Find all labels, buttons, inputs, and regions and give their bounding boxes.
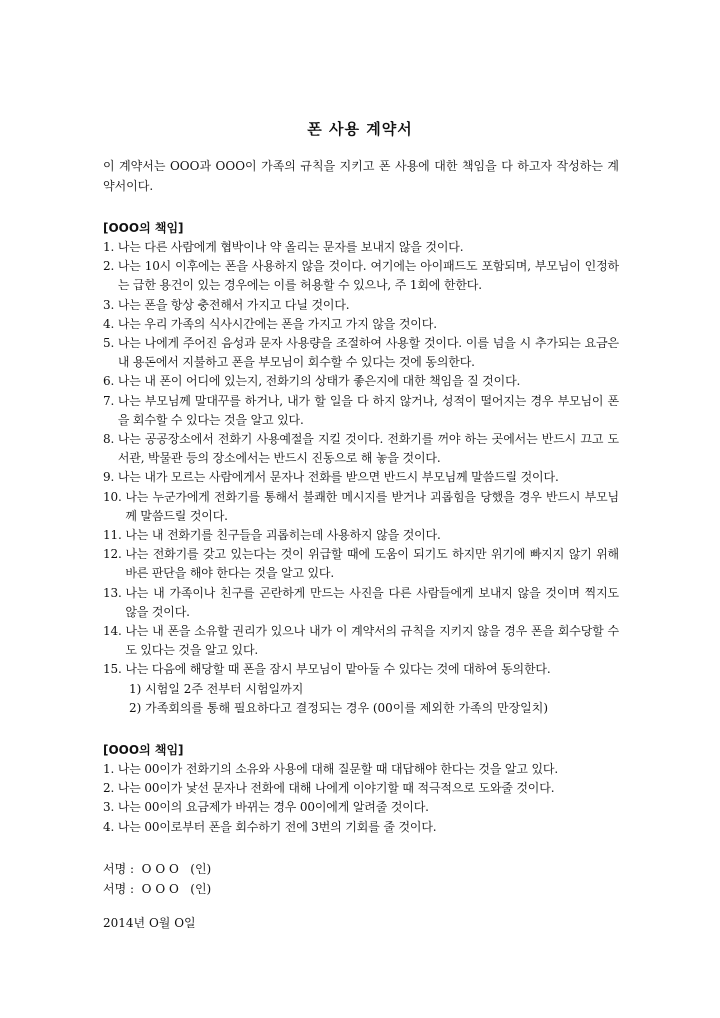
list-item-text: 나는 10시 이후에는 폰을 사용하지 않을 것이다. 여기에는 아이패드도 포함되며, 부모님이 인정하는 급한 용건이 있는 경우에는 이를 허용할 수 있으나, 주 1회에 한한다. bbox=[117, 259, 619, 293]
list-item-number: 5. bbox=[103, 336, 115, 351]
list-item bbox=[103, 468, 619, 487]
list-item bbox=[103, 372, 619, 391]
list-item-text: 나는 나에게 주어진 음성과 문자 사용량을 조절하여 사용할 것이다. 이를 넘을 시 추가되는 요금은 내 용돈에서 지불하고 폰을 부모님이 회수할 수 있다는 것에 동의한다. bbox=[117, 336, 619, 370]
list-item-text: 나는 부모님께 말대꾸를 하거나, 내가 할 일을 다 하지 않거나, 성적이 떨어지는 경우 부모님이 폰을 회수할 수 있다는 것을 알고 있다. bbox=[117, 393, 619, 427]
list-item bbox=[103, 296, 619, 315]
list-item-text: 나는 00이가 낯선 문자나 전화에 대해 나에게 이야기할 때 적극적으로 도와줄 것이다. bbox=[117, 781, 555, 796]
spacer bbox=[103, 899, 619, 913]
list-item-number: 11. bbox=[103, 528, 122, 543]
list-item-number: 12. bbox=[103, 547, 122, 562]
list-item-text: 나는 00이로부터 폰을 회수하기 전에 3번의 기회를 줄 것이다. bbox=[117, 819, 437, 834]
list-item-number: 9. bbox=[103, 470, 115, 485]
spacer bbox=[103, 718, 619, 740]
list-item-text: 나는 공공장소에서 전화기 사용예절을 지킬 것이다. 전화기를 꺼야 하는 곳에서는 반드시 끄고 도서관, 박물관 등의 장소에서는 반드시 진동으로 해 놓을 것이다. bbox=[117, 432, 619, 466]
list-item-number: 3. bbox=[103, 297, 115, 312]
list-item bbox=[103, 798, 619, 817]
list-item bbox=[103, 257, 619, 295]
list-item-number: 1. bbox=[103, 762, 115, 777]
list-item bbox=[103, 779, 619, 798]
list-item bbox=[103, 334, 619, 372]
list-item-text: 나는 우리 가족의 식사시간에는 폰을 가지고 가지 않을 것이다. bbox=[117, 316, 437, 331]
document-date: 2014년 O월 O일 bbox=[103, 915, 196, 930]
list-item-text: 나는 내 가족이나 친구를 곤란하게 만드는 사진을 다른 사람들에게 보내지 않을 것이며 찍지도 않을 것이다. bbox=[125, 585, 619, 619]
list-item-number: 7. bbox=[103, 393, 115, 408]
list-item-text: 나는 폰을 항상 충전해서 가지고 다닐 것이다. bbox=[117, 297, 350, 312]
list-item bbox=[103, 760, 619, 779]
signature-line: 서명 : O O O (인) bbox=[103, 861, 212, 876]
list-item-text: 나는 내 전화기를 친구들을 괴롭히는데 사용하지 않을 것이다. bbox=[125, 528, 441, 543]
section1-subitem: 1) 시험일 2주 전부터 시험일까지 bbox=[129, 681, 304, 696]
list-item bbox=[103, 392, 619, 430]
list-item-number: 2. bbox=[103, 259, 115, 274]
document-title: 폰 사용 계약서 bbox=[307, 120, 413, 138]
list-item-text: 나는 내 폰을 소유할 권리가 있으나 내가 이 계약서의 규칙을 지키지 않을 경우 폰을 회수당할 수도 있다는 것을 알고 있다. bbox=[125, 624, 619, 658]
list-item-number: 13. bbox=[103, 585, 122, 600]
list-item-number: 14. bbox=[103, 624, 122, 639]
section2-heading: [OOO의 책임] bbox=[103, 743, 184, 758]
list-item-number: 15. bbox=[103, 662, 122, 677]
list-item-number: 1. bbox=[103, 240, 115, 254]
list-item-text: 나는 내가 모르는 사람에게서 문자나 전화를 받으면 반드시 부모님께 말씀드릴 것이다. bbox=[117, 470, 559, 485]
document-body bbox=[103, 156, 619, 933]
list-item-number: 8. bbox=[103, 432, 115, 447]
list-item-text: 나는 00이의 요금제가 바뀌는 경우 00이에게 알려줄 것이다. bbox=[117, 800, 429, 815]
list-item bbox=[103, 622, 619, 660]
list-item-number: 6. bbox=[103, 374, 115, 389]
list-item-text: 나는 전화기를 갖고 있는다는 것이 위급할 때에 도움이 되기도 하지만 위기에 빠지지 않기 위해 바른 판단을 해야 한다는 것을 알고 있다. bbox=[125, 547, 620, 581]
section1-heading: [OOO의 책임] bbox=[103, 221, 184, 235]
list-item bbox=[103, 584, 619, 622]
list-item bbox=[103, 526, 619, 545]
list-item-number: 4. bbox=[103, 819, 115, 834]
list-item bbox=[103, 818, 619, 837]
spacer bbox=[103, 196, 619, 218]
list-item-number: 10. bbox=[103, 489, 122, 504]
list-item bbox=[103, 238, 619, 257]
section1-subitem: 2) 가족회의를 통해 필요하다고 결정되는 경우 (00이를 제외한 가족의 만장일치) bbox=[129, 700, 549, 715]
list-item-text: 나는 다음에 해당할 때 폰을 잠시 부모님이 맡아둘 수 있다는 것에 대하여 동의한다. bbox=[125, 662, 551, 677]
list-item bbox=[103, 660, 619, 679]
section2-list bbox=[103, 760, 619, 837]
list-item bbox=[103, 315, 619, 334]
signature-line: 서명 : O O O (인) bbox=[103, 881, 212, 896]
list-item-text: 나는 내 폰이 어디에 있는지, 전화기의 상태가 좋은지에 대한 책임을 질 것이다. bbox=[117, 374, 521, 389]
list-item-number: 2. bbox=[103, 781, 115, 796]
list-item bbox=[103, 545, 619, 583]
list-item-text: 나는 누군가에게 전화기를 통해서 불쾌한 메시지를 받거나 괴롭힘을 당했을 경우 반드시 부모님께 말씀드릴 것이다. bbox=[125, 489, 619, 523]
spacer bbox=[103, 837, 619, 859]
list-item-text: 나는 00이가 전화기의 소유와 사용에 대해 질문할 때 대답해야 한다는 것을 알고 있다. bbox=[117, 762, 559, 777]
list-item bbox=[103, 430, 619, 468]
list-item-text: 나는 다른 사람에게 협박이나 약 올리는 문자를 보내지 않을 것이다. bbox=[117, 240, 464, 254]
list-item bbox=[103, 488, 619, 526]
list-item-number: 3. bbox=[103, 800, 115, 815]
list-item-number: 4. bbox=[103, 316, 115, 331]
section1-list bbox=[103, 238, 619, 680]
intro-paragraph: 이 계약서는 OOO과 OOO이 가족의 규칙을 지키고 폰 사용에 대한 책임을 다 하고자 작성하는 계약서이다. bbox=[103, 159, 619, 193]
